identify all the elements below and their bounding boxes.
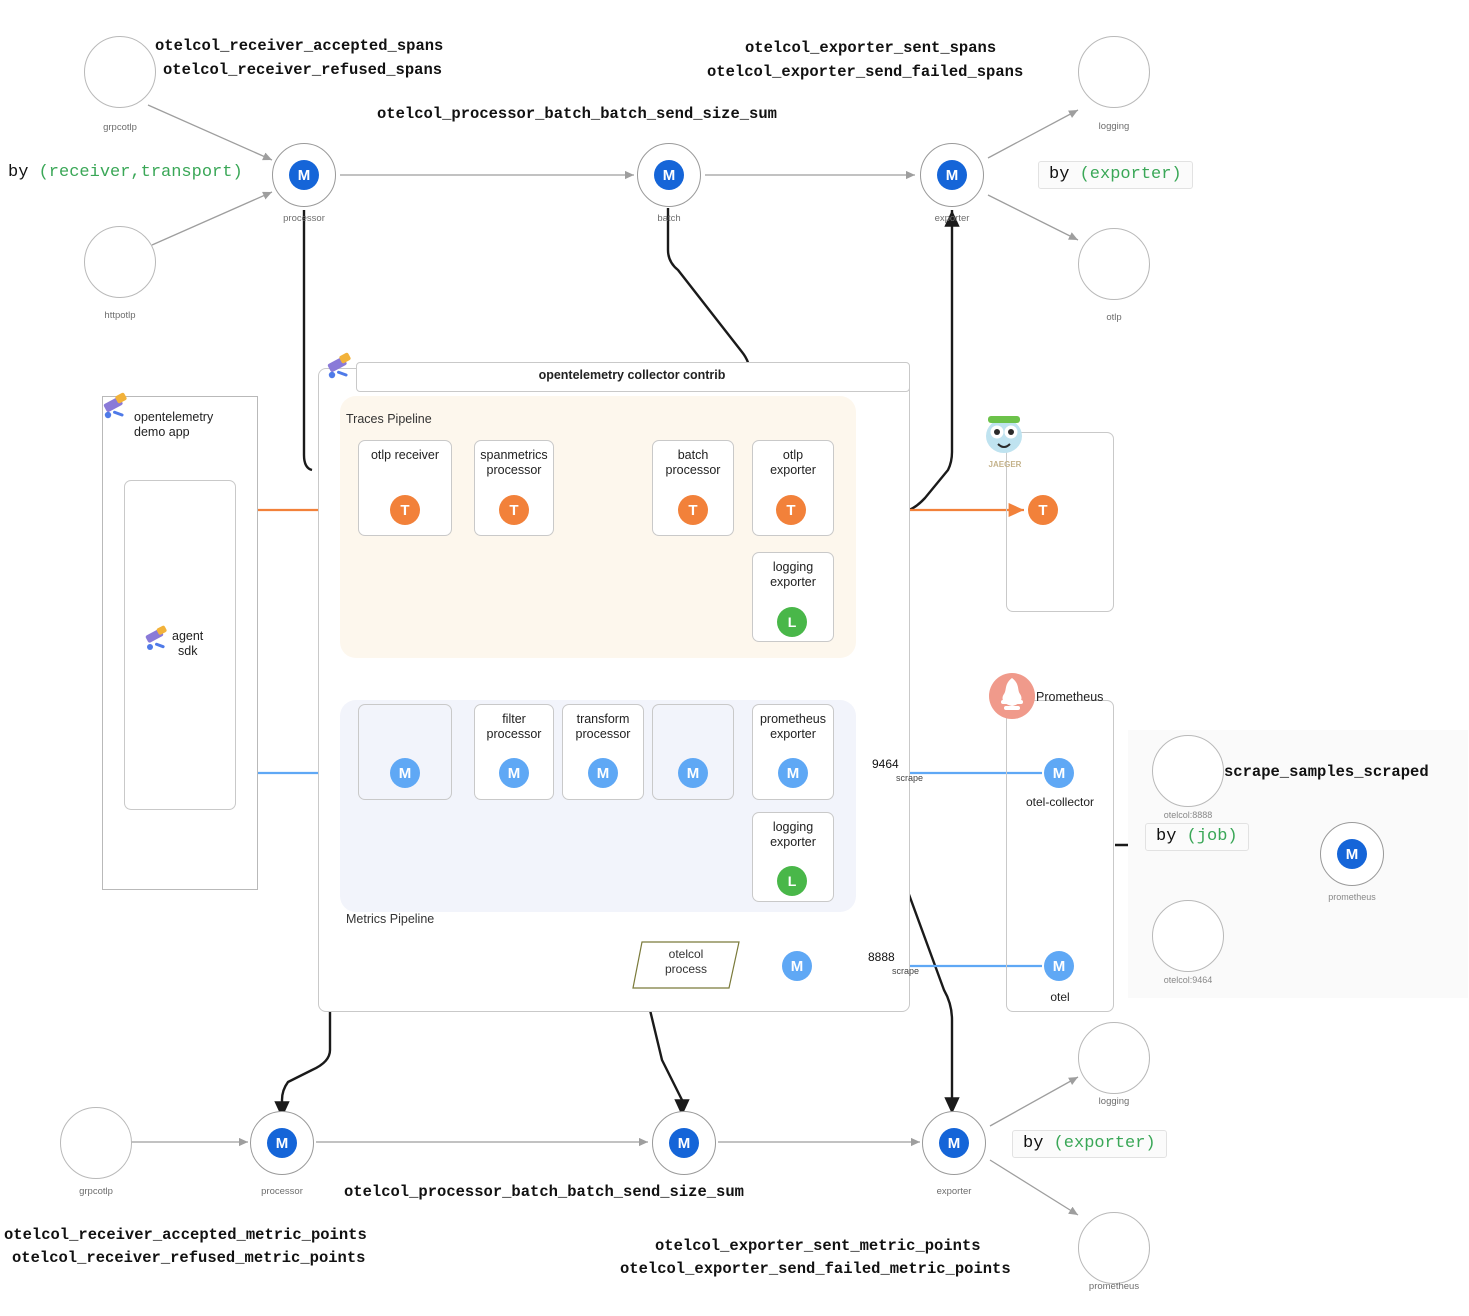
node-prometheus-bottom-caption: prometheus <box>1088 1281 1140 1292</box>
node-grpcotlp-top-caption: grpcotlp <box>103 122 137 133</box>
m-badge-transform: M <box>588 758 618 788</box>
by-exporter-bottom <box>1012 1130 1167 1158</box>
agent-line-1: agent <box>172 629 204 643</box>
box-label: otlp <box>782 448 804 462</box>
m-badge-filter: M <box>499 758 529 788</box>
demo-app-line-2: demo app <box>134 425 190 439</box>
node-logging-bottom[interactable] <box>1078 1022 1150 1094</box>
m-badge: M <box>1337 839 1367 869</box>
box-label-2: processor <box>575 727 631 741</box>
t-badge-otlp-exporter: T <box>776 495 806 525</box>
node-logging-top-caption: logging <box>1098 121 1130 132</box>
node-exporter-bottom[interactable] <box>922 1111 986 1175</box>
agent-sdk-label <box>172 629 232 659</box>
box-label-2: processor <box>665 463 721 477</box>
by-keyword: by <box>1156 827 1177 846</box>
process-line-2: process <box>664 962 708 976</box>
m-badge: M <box>937 160 967 190</box>
collector-title: opentelemetry collector contrib <box>538 368 726 382</box>
node-otelcol-9464-caption: otelcol:9464 <box>1163 975 1213 985</box>
t-badge-jaeger: T <box>1028 495 1058 525</box>
scrape-port-8888: 8888 <box>868 950 895 964</box>
label-exporter-sent-metric-points: otelcol_exporter_sent_metric_points <box>655 1237 981 1255</box>
telescope-icon-demo-app <box>96 388 132 424</box>
box-label: batch <box>677 448 709 462</box>
node-prometheus-scrape[interactable] <box>1320 822 1384 886</box>
l-badge-traces-logging: L <box>777 607 807 637</box>
by-exporter-top <box>1038 161 1193 189</box>
scrape-sub-9464: scrape <box>896 773 924 783</box>
m-badge-otel-collector-target: M <box>1044 758 1074 788</box>
prometheus-icon <box>986 670 1038 722</box>
m-badge-prometheus-exporter: M <box>778 758 808 788</box>
m-badge: M <box>267 1128 297 1158</box>
node-logging-bottom-caption: logging <box>1098 1096 1130 1107</box>
m-badge-metrics-receiver: M <box>390 758 420 788</box>
jaeger-icon <box>976 410 1032 466</box>
node-logging-top[interactable] <box>1078 36 1150 108</box>
node-exporter-bottom-caption: exporter <box>936 1186 972 1197</box>
box-label-2: exporter <box>770 835 816 849</box>
label-receiver-refused-spans: otelcol_receiver_refused_spans <box>163 61 443 79</box>
box-label: logging <box>772 560 814 574</box>
node-batch-top[interactable] <box>637 143 701 207</box>
box-label-2: processor <box>486 727 542 741</box>
box-label: spanmetrics <box>480 448 548 462</box>
by-args: (receiver,transport) <box>38 163 243 182</box>
node-grpcotlp-bottom[interactable] <box>60 1107 132 1179</box>
by-keyword: by <box>1049 165 1070 184</box>
box-label: otlp receiver <box>370 448 440 462</box>
node-otelcol-8888[interactable] <box>1152 735 1224 807</box>
m-badge: M <box>654 160 684 190</box>
m-badge-otelcol-process: M <box>782 951 812 981</box>
by-job <box>1145 823 1249 851</box>
by-receiver-transport <box>8 163 243 182</box>
node-exporter-top[interactable] <box>920 143 984 207</box>
m-badge-otel-target: M <box>1044 951 1074 981</box>
t-badge-spanmetrics: T <box>499 495 529 525</box>
demo-app-label <box>134 410 254 440</box>
box-label-2: exporter <box>770 463 816 477</box>
node-grpcotlp-top[interactable] <box>84 36 156 108</box>
agent-line-2: sdk <box>178 644 198 658</box>
l-badge-metrics-logging: L <box>777 866 807 896</box>
label-receiver-accepted-spans: otelcol_receiver_accepted_spans <box>155 37 444 55</box>
telescope-icon-collector <box>320 348 356 384</box>
label-batch-send-size-sum-top: otelcol_processor_batch_batch_send_size_sum <box>377 105 777 123</box>
node-otlp-top[interactable] <box>1078 228 1150 300</box>
by-args: (exporter) <box>1079 165 1182 184</box>
by-args: (job) <box>1186 827 1238 846</box>
jaeger-label: JAEGER <box>988 460 1022 469</box>
node-otlp-top-caption: otlp <box>1106 312 1122 323</box>
box-label: prometheus <box>759 712 826 726</box>
box-label: filter <box>502 712 526 726</box>
box-label-2: processor <box>486 463 542 477</box>
label-batch-send-size-sum-bottom: otelcol_processor_batch_batch_send_size_sum <box>344 1183 744 1201</box>
node-processor-bottom[interactable] <box>250 1111 314 1175</box>
scrape-port-9464: 9464 <box>872 757 899 771</box>
node-httpotlp-top[interactable] <box>84 226 156 298</box>
label-exporter-sent-spans: otelcol_exporter_sent_spans <box>745 39 997 57</box>
otelcol-process-node[interactable] <box>632 941 740 989</box>
prometheus-label: Prometheus <box>1036 690 1104 704</box>
label-scrape-samples-scraped: scrape_samples_scraped <box>1224 763 1429 781</box>
demo-app-line-1: opentelemetry <box>134 410 214 424</box>
by-keyword: by <box>8 163 29 182</box>
by-keyword: by <box>1023 1134 1044 1153</box>
otel-collector-target-label: otel-collector <box>1025 795 1095 809</box>
process-line-1: otelcol <box>668 947 704 961</box>
label-exporter-send-failed-spans: otelcol_exporter_send_failed_spans <box>707 63 1024 81</box>
t-badge-otlp-receiver: T <box>390 495 420 525</box>
node-otelcol-8888-caption: otelcol:8888 <box>1163 810 1213 820</box>
traces-pipeline-title: Traces Pipeline <box>346 412 432 426</box>
node-batch-bottom[interactable] <box>652 1111 716 1175</box>
metrics-pipeline-title: Metrics Pipeline <box>346 912 435 926</box>
scrape-sub-8888: scrape <box>892 966 920 976</box>
node-prometheus-scrape-caption: prometheus <box>1328 892 1376 902</box>
node-prometheus-bottom[interactable] <box>1078 1212 1150 1284</box>
m-badge: M <box>289 160 319 190</box>
node-batch-top-caption: batch <box>657 213 681 224</box>
node-processor-top[interactable] <box>272 143 336 207</box>
otel-target-label: otel <box>1050 990 1070 1004</box>
node-otelcol-9464[interactable] <box>1152 900 1224 972</box>
m-badge: M <box>669 1128 699 1158</box>
by-args: (exporter) <box>1053 1134 1156 1153</box>
node-processor-bottom-caption: processor <box>261 1186 303 1197</box>
label-exporter-send-failed-metric-points: otelcol_exporter_send_failed_metric_points <box>620 1260 1011 1278</box>
box-label-2: exporter <box>770 575 816 589</box>
label-receiver-refused-metric-points: otelcol_receiver_refused_metric_points <box>12 1249 366 1267</box>
node-exporter-top-caption: exporter <box>934 213 970 224</box>
box-label: logging <box>772 820 814 834</box>
box-label-2: exporter <box>770 727 816 741</box>
node-grpcotlp-bottom-caption: grpcotlp <box>79 1186 113 1197</box>
node-processor-top-caption: processor <box>283 213 325 224</box>
m-badge: M <box>939 1128 969 1158</box>
box-label: transform <box>576 712 630 726</box>
telescope-icon-agent-sdk <box>140 622 172 656</box>
node-httpotlp-top-caption: httpotlp <box>104 310 136 321</box>
t-badge-batch: T <box>678 495 708 525</box>
label-receiver-accepted-metric-points: otelcol_receiver_accepted_metric_points <box>4 1226 367 1244</box>
prometheus-container[interactable] <box>1006 700 1114 1012</box>
m-badge-metrics-batch: M <box>678 758 708 788</box>
